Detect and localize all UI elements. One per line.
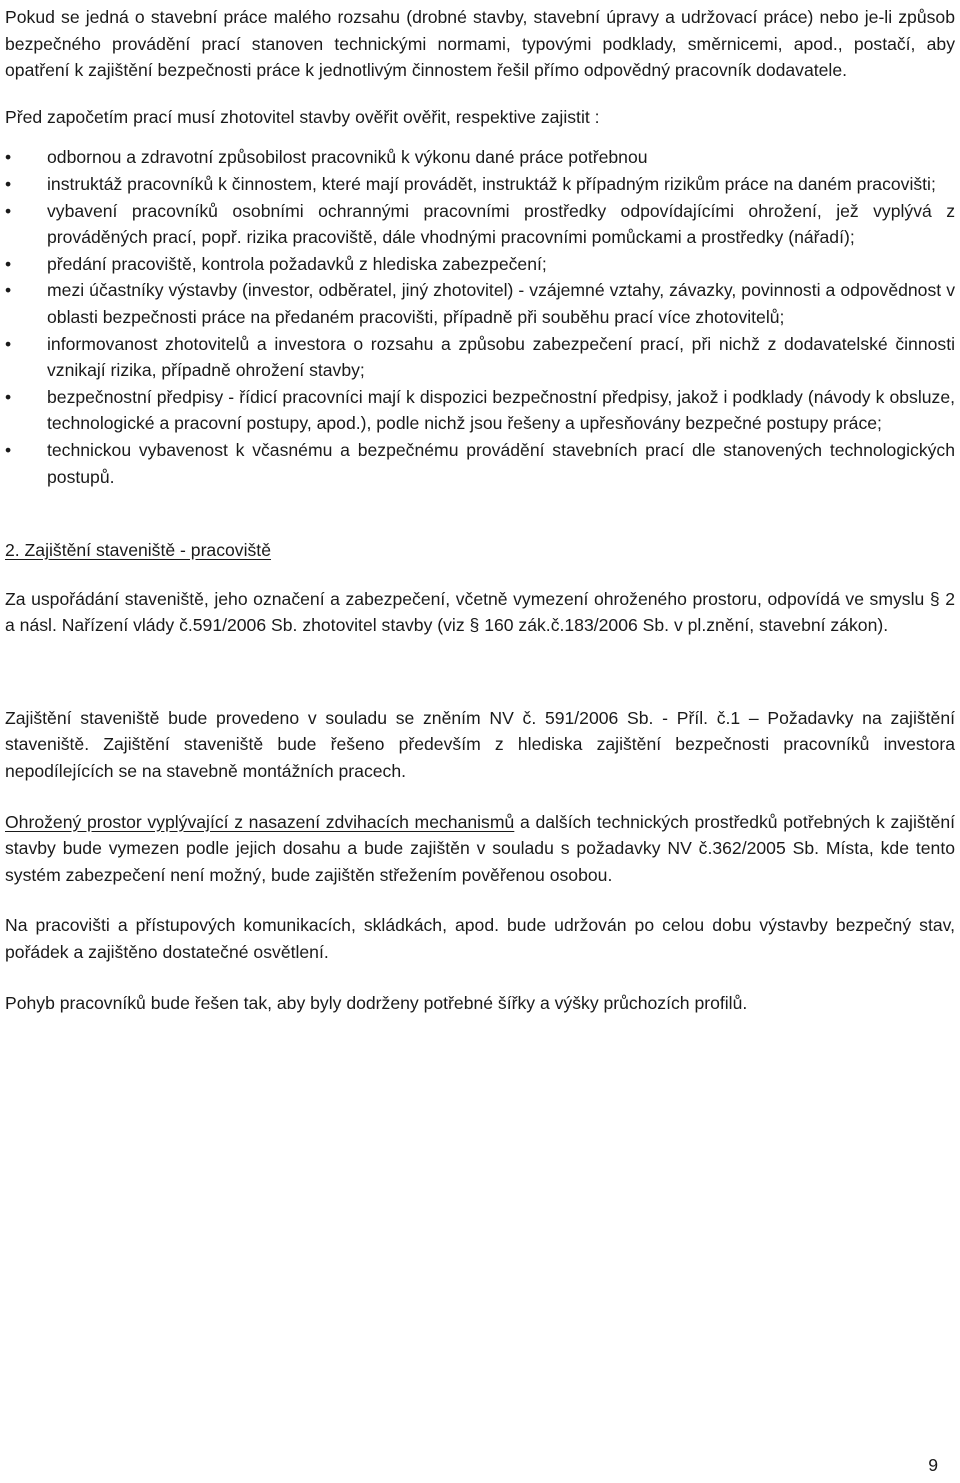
paragraph-worker-movement: Pohyb pracovníků bude řešen tak, aby byly dodrženy potřebné šířky a výšky průchozích profilů. [5, 992, 748, 1013]
paragraph-workplace-condition: Na pracovišti a přístupových komunikacích, skládkách, apod. bude udržován po celou dobu výstavby bezpečný stav, pořádek a zajištěno dostatečné osvětlení. [5, 915, 955, 963]
requirements-list [5, 144, 955, 490]
list-item: • technickou vybavenost k včasnému a bezpečnému provádění stavebních prací dle stanovených technologických postupů. [5, 437, 955, 490]
paragraph-site-arrangement: Za uspořádání staveniště, jeho označení a zabezpečení, včetně vymezení ohroženého prostoru, odpovídá ve smyslu § 2 a násl. Nařízení vlády č.591/2006 Sb. zhotovitel stavby (viz § 160 zák.č.183/2006 Sb. v pl.znění, stavební zákon). [5, 588, 955, 636]
section-heading: 2. Zajištění staveniště - pracoviště [5, 540, 271, 561]
paragraph-site-securing: Zajištění staveniště bude provedeno v souladu se zněním NV č. 591/2006 Sb. - Příl. č.1 – Požadavky na zajištění staveniště. Zajištění staveniště bude řešeno především z hlediska zajištění bezpečnosti pracovníků investora nepodílejících se na stavebně montážních pracech. [5, 707, 955, 782]
page-number: 9 [928, 1455, 938, 1475]
paragraph-continuation: a dalších technických prostředků potřebných k zajištění stavby bude vymezen podle jejich dosahu a bude zajištěn v souladu s požadavky NV č.362/2005 Sb. Místa, kde tento systém zabezpečení není možný, bude zajištěn střežením pověřenou osobou. [5, 811, 956, 885]
list-item: • bezpečnostní předpisy - řídicí pracovníci mají k dispozici bezpečnostní předpisy, jakož i podklady (návody k obsluze, technologické a pracovní postupy, apod.), podle nichž jsou řešeny a upřesňovány bezpečné postupy práce; [5, 384, 955, 437]
paragraph-danger-zone [5, 809, 955, 889]
list-item: • předání pracoviště, kontrola požadavků z hlediska zabezpečení; [5, 251, 955, 278]
list-item: • odbornou a zdravotní způsobilost pracovniků k výkonu dané práce potřebnou [5, 144, 955, 171]
paragraph-lead: Před započetím prací musí zhotovitel stavby ověřit ověřit, respektive zajistit : [5, 106, 600, 127]
list-item: • instruktáž pracovníků k činnostem, které mají provádět, instruktáž k případným rizikům práce na daném pracovišti; [5, 171, 955, 198]
paragraph-intro: Pokud se jedná o stavební práce malého rozsahu (drobné stavby, stavební úpravy a udržovací práce) nebo je-li způsob bezpečného provádění prací stanoven technickými normami, typovými podklady, směrnicemi, apod., postačí, aby opatření k zajištění bezpečnosti práce k jednotlivým činnostem řešil přímo odpovědný pracovník dodavatele. [5, 7, 955, 81]
list-item: • informovanost zhotovitelů a investora o rozsahu a způsobu zabezpečení prací, při nichž z dodavatelské činnosti vznikají rizika, případně ohrožení stavby; [5, 331, 955, 384]
document-page [5, 0, 955, 1016]
list-item: • mezi účastníky výstavby (investor, odběratel, jiný zhotovitel) - vzájemné vztahy, závazky, povinnosti a odpovědnost v oblasti bezpečnosti práce na předaném pracovišti, případně při souběhu prací více zhotovitelů; [5, 277, 955, 330]
underlined-phrase: Ohrožený prostor vyplývající z nasazení zdvihacích mechanismů [5, 811, 515, 832]
list-item: • vybavení pracovníků osobními ochrannými pracovními prostředky odpovídajícími ohrožení, jež vyplývá z prováděných prací, popř. rizika pracoviště, dále vhodnými pracovními pomůckami a prostředky (nářadí); [5, 198, 955, 251]
